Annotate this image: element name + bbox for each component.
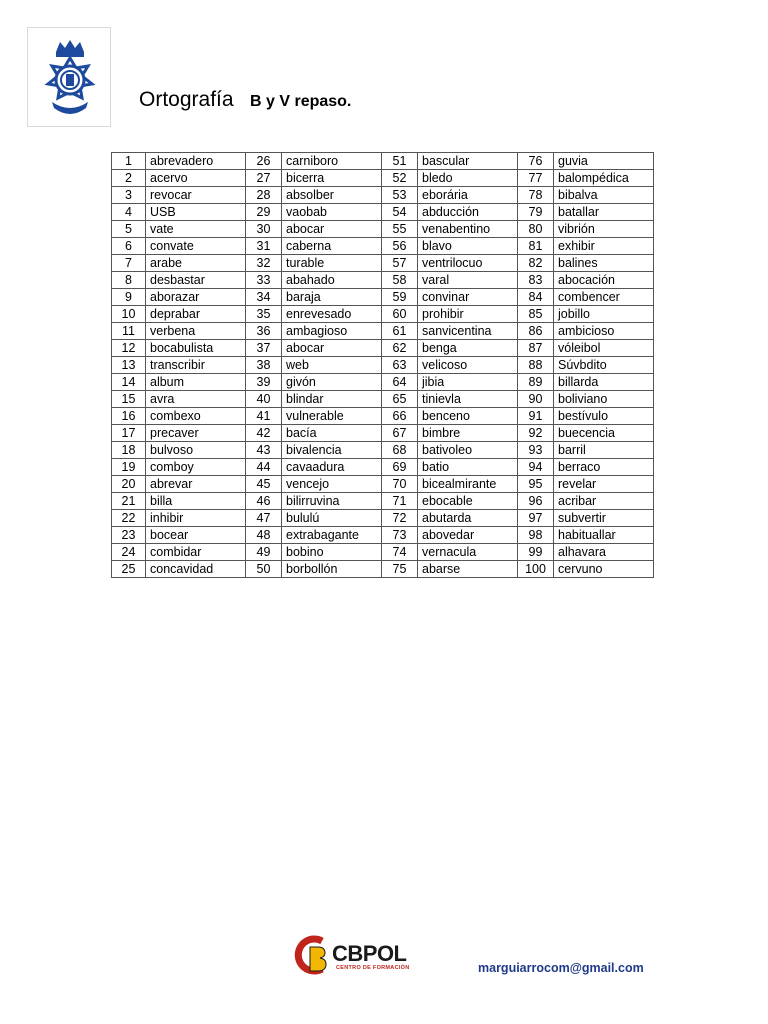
table-row [112,425,654,442]
word-cell: abutarda [418,510,518,527]
word-number: 76 [518,153,554,170]
word-cell: blavo [418,238,518,255]
word-cell: vencejo [282,476,382,493]
word-number: 19 [112,459,146,476]
word-number: 45 [246,476,282,493]
word-number: 100 [518,561,554,578]
word-number: 6 [112,238,146,255]
word-number: 54 [382,204,418,221]
word-cell: vaobab [282,204,382,221]
word-cell: combencer [554,289,654,306]
word-number: 84 [518,289,554,306]
word-number: 18 [112,442,146,459]
word-cell: bivalencia [282,442,382,459]
word-number: 70 [382,476,418,493]
word-number: 9 [112,289,146,306]
word-cell: blindar [282,391,382,408]
word-cell: arabe [146,255,246,272]
word-number: 71 [382,493,418,510]
word-cell: baraja [282,289,382,306]
cbpol-tagline: CENTRO DE FORMACIÓN [336,965,410,971]
word-number: 96 [518,493,554,510]
word-number: 73 [382,527,418,544]
word-number: 93 [518,442,554,459]
word-cell: ambagioso [282,323,382,340]
word-number: 38 [246,357,282,374]
word-cell: habituallar [554,527,654,544]
word-number: 78 [518,187,554,204]
word-cell: guvia [554,153,654,170]
word-cell: vernacula [418,544,518,561]
table-row [112,255,654,272]
word-cell: velicoso [418,357,518,374]
word-number: 52 [382,170,418,187]
word-cell: bulvoso [146,442,246,459]
word-cell: deprabar [146,306,246,323]
word-number: 56 [382,238,418,255]
word-cell: carniboro [282,153,382,170]
word-number: 69 [382,459,418,476]
word-cell: batallar [554,204,654,221]
word-number: 21 [112,493,146,510]
word-cell: bibalva [554,187,654,204]
word-cell: bululú [282,510,382,527]
word-cell: turable [282,255,382,272]
word-cell: abocar [282,221,382,238]
word-number: 83 [518,272,554,289]
table-row [112,459,654,476]
word-cell: abocación [554,272,654,289]
word-cell: bicealmirante [418,476,518,493]
word-cell: subvertir [554,510,654,527]
word-cell: balompédica [554,170,654,187]
word-number: 11 [112,323,146,340]
word-cell: caberna [282,238,382,255]
word-cell: avra [146,391,246,408]
table-row [112,527,654,544]
word-number: 87 [518,340,554,357]
table-row [112,170,654,187]
word-cell: barril [554,442,654,459]
table-row [112,340,654,357]
word-number: 47 [246,510,282,527]
word-cell: prohibir [418,306,518,323]
word-cell: desbastar [146,272,246,289]
word-number: 97 [518,510,554,527]
word-number: 7 [112,255,146,272]
word-cell: benceno [418,408,518,425]
word-number: 74 [382,544,418,561]
word-number: 91 [518,408,554,425]
table-row [112,561,654,578]
word-number: 64 [382,374,418,391]
word-number: 46 [246,493,282,510]
word-cell: bativoleo [418,442,518,459]
table-row [112,187,654,204]
word-cell: bimbre [418,425,518,442]
word-cell: vulnerable [282,408,382,425]
table-row [112,374,654,391]
word-cell: Súvbdito [554,357,654,374]
word-cell: revocar [146,187,246,204]
word-number: 25 [112,561,146,578]
word-number: 42 [246,425,282,442]
word-number: 57 [382,255,418,272]
word-cell: revelar [554,476,654,493]
word-cell: eborária [418,187,518,204]
table-row [112,323,654,340]
word-cell: buecencia [554,425,654,442]
word-number: 29 [246,204,282,221]
cbpol-logo [292,933,412,977]
police-shield-icon [38,38,102,120]
word-number: 17 [112,425,146,442]
table-row [112,357,654,374]
table-row [112,289,654,306]
word-number: 53 [382,187,418,204]
word-cell: concavidad [146,561,246,578]
word-cell: precaver [146,425,246,442]
word-number: 43 [246,442,282,459]
word-cell: venabentino [418,221,518,238]
word-cell: vibrión [554,221,654,238]
word-number: 4 [112,204,146,221]
word-cell: bacía [282,425,382,442]
word-cell: jobillo [554,306,654,323]
word-number: 16 [112,408,146,425]
word-cell: abarse [418,561,518,578]
word-cell: jibia [418,374,518,391]
word-cell: alhavara [554,544,654,561]
word-number: 20 [112,476,146,493]
word-cell: ventrilocuo [418,255,518,272]
word-number: 15 [112,391,146,408]
word-number: 72 [382,510,418,527]
word-number: 35 [246,306,282,323]
word-number: 31 [246,238,282,255]
word-number: 12 [112,340,146,357]
word-cell: USB [146,204,246,221]
word-cell: boliviano [554,391,654,408]
word-number: 59 [382,289,418,306]
word-number: 62 [382,340,418,357]
word-cell: cervuno [554,561,654,578]
word-number: 60 [382,306,418,323]
word-number: 10 [112,306,146,323]
word-cell: sanvicentina [418,323,518,340]
word-number: 99 [518,544,554,561]
word-cell: abrevar [146,476,246,493]
word-cell: abahado [282,272,382,289]
word-number: 55 [382,221,418,238]
word-number: 27 [246,170,282,187]
word-cell: bestívulo [554,408,654,425]
word-cell: exhibir [554,238,654,255]
word-number: 30 [246,221,282,238]
word-cell: abrevadero [146,153,246,170]
word-number: 37 [246,340,282,357]
word-number: 66 [382,408,418,425]
word-number: 58 [382,272,418,289]
table-row [112,476,654,493]
word-cell: web [282,357,382,374]
word-cell: abovedar [418,527,518,544]
table-row [112,306,654,323]
word-cell: bilirruvina [282,493,382,510]
word-cell: batio [418,459,518,476]
word-cell: acervo [146,170,246,187]
word-number: 81 [518,238,554,255]
word-number: 34 [246,289,282,306]
word-cell: bicerra [282,170,382,187]
word-cell: inhibir [146,510,246,527]
word-number: 77 [518,170,554,187]
word-number: 61 [382,323,418,340]
table-row [112,204,654,221]
table-row [112,238,654,255]
word-cell: billarda [554,374,654,391]
word-cell: enrevesado [282,306,382,323]
word-number: 5 [112,221,146,238]
word-number: 8 [112,272,146,289]
table-row [112,391,654,408]
word-number: 49 [246,544,282,561]
word-number: 48 [246,527,282,544]
word-cell: berraco [554,459,654,476]
word-cell: ambicioso [554,323,654,340]
word-number: 98 [518,527,554,544]
word-cell: aborazar [146,289,246,306]
word-number: 94 [518,459,554,476]
word-number: 88 [518,357,554,374]
word-cell: transcribir [146,357,246,374]
word-cell: vóleibol [554,340,654,357]
word-cell: absolber [282,187,382,204]
word-cell: bobino [282,544,382,561]
word-cell: borbollón [282,561,382,578]
word-number: 92 [518,425,554,442]
word-cell: givón [282,374,382,391]
word-cell: convate [146,238,246,255]
word-number: 39 [246,374,282,391]
table-row [112,544,654,561]
word-number: 33 [246,272,282,289]
word-number: 50 [246,561,282,578]
word-number: 32 [246,255,282,272]
cbpol-c-mark-icon [292,933,332,977]
word-number: 63 [382,357,418,374]
word-cell: extrabagante [282,527,382,544]
word-number: 75 [382,561,418,578]
word-number: 40 [246,391,282,408]
word-cell: bledo [418,170,518,187]
table-row [112,510,654,527]
word-cell: cavaadura [282,459,382,476]
word-cell: bascular [418,153,518,170]
word-cell: acribar [554,493,654,510]
word-cell: convinar [418,289,518,306]
word-number: 89 [518,374,554,391]
word-cell: album [146,374,246,391]
word-cell: comboy [146,459,246,476]
word-number: 95 [518,476,554,493]
word-number: 22 [112,510,146,527]
word-number: 1 [112,153,146,170]
word-cell: benga [418,340,518,357]
page-heading [139,88,351,112]
word-cell: abocar [282,340,382,357]
table-row [112,221,654,238]
word-number: 28 [246,187,282,204]
page-title: Ortografía [139,88,234,111]
word-cell: combexo [146,408,246,425]
word-number: 23 [112,527,146,544]
word-cell: verbena [146,323,246,340]
police-logo [27,27,111,127]
table-row [112,153,654,170]
word-number: 2 [112,170,146,187]
word-number: 80 [518,221,554,238]
word-table [111,152,654,578]
table-row [112,408,654,425]
table-row [112,493,654,510]
word-cell: bocabulista [146,340,246,357]
word-number: 14 [112,374,146,391]
word-number: 3 [112,187,146,204]
cbpol-brand: CBPOL [332,941,407,966]
word-number: 65 [382,391,418,408]
word-number: 86 [518,323,554,340]
word-cell: ebocable [418,493,518,510]
word-cell: abducción [418,204,518,221]
word-number: 44 [246,459,282,476]
word-number: 41 [246,408,282,425]
word-number: 13 [112,357,146,374]
word-cell: combidar [146,544,246,561]
word-number: 82 [518,255,554,272]
word-cell: vate [146,221,246,238]
page-subtitle: B y V repaso. [250,93,352,110]
word-cell: varal [418,272,518,289]
table-row [112,272,654,289]
word-number: 85 [518,306,554,323]
word-number: 24 [112,544,146,561]
word-number: 51 [382,153,418,170]
word-cell: balines [554,255,654,272]
word-cell: tinievla [418,391,518,408]
word-number: 79 [518,204,554,221]
contact-email[interactable]: marguiarrocom@gmail.com [478,961,644,975]
word-number: 36 [246,323,282,340]
word-cell: billa [146,493,246,510]
word-number: 26 [246,153,282,170]
word-number: 90 [518,391,554,408]
word-number: 67 [382,425,418,442]
table-row [112,442,654,459]
word-cell: bocear [146,527,246,544]
word-number: 68 [382,442,418,459]
